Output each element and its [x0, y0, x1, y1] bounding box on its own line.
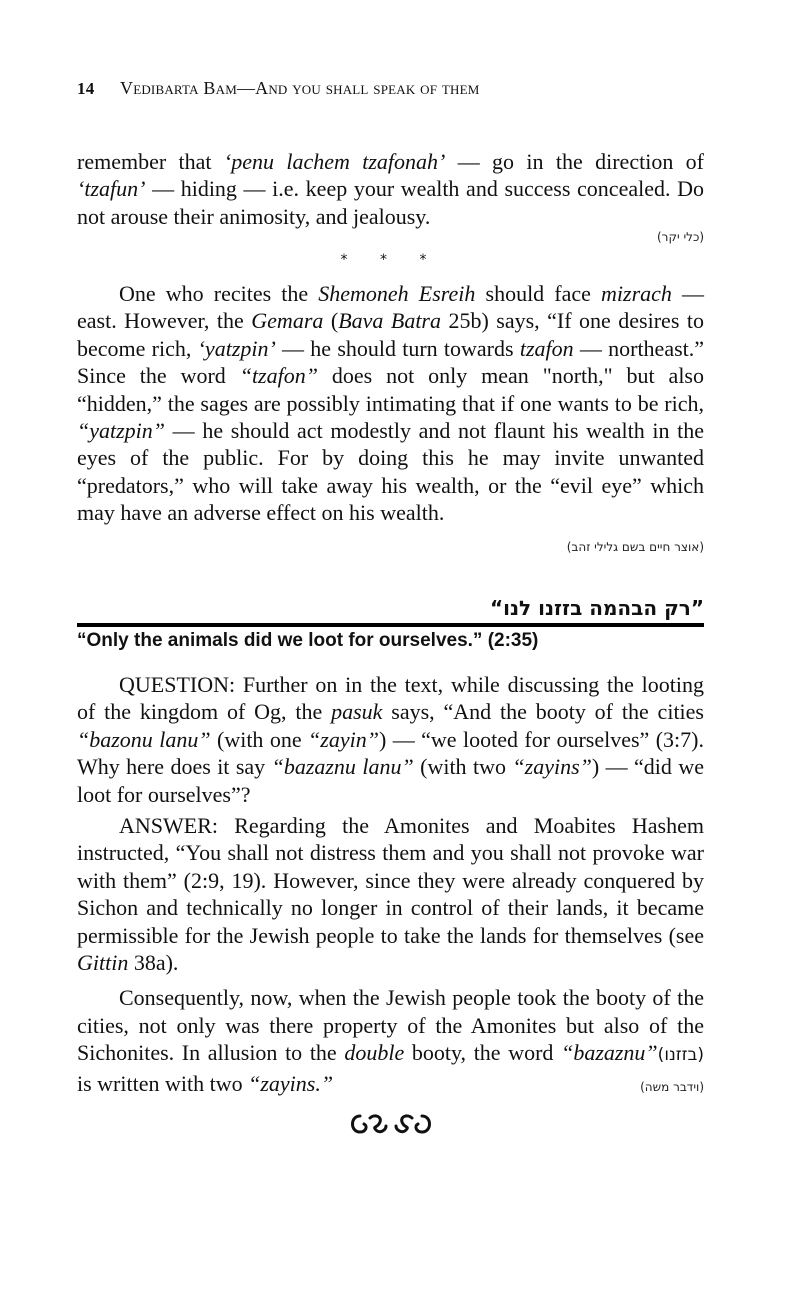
text: 38a).: [128, 950, 179, 976]
term: Shemoneh Esreih: [318, 281, 476, 306]
transliteration: ‘tzafun’: [77, 176, 146, 202]
text: — hiding — i.e. keep your wealth and success concealed. Do not arouse their animosity, and jealousy.: [77, 176, 704, 229]
text: remember that: [77, 149, 224, 174]
text: does not only mean "north," but also “hidden,” the sages are possibly intimating that if one wants to be rich,: [77, 363, 704, 416]
hebrew-word: (בזזנו): [657, 1045, 704, 1066]
section-separator: * * *: [340, 252, 441, 268]
text: Consequently, now, when the Jewish people took the booty of the cities, not only was there property of the Amonites but also of the Sichonites. In allusion to the: [77, 985, 704, 1066]
text: says, “And the booty of the cities: [382, 699, 704, 725]
term: “zayins”: [512, 754, 592, 780]
text: — northeast.” Since the word: [77, 335, 705, 389]
term: Gemara: [251, 308, 324, 334]
page-number: 14: [77, 79, 95, 98]
english-verse-title: “Only the animals did we loot for ourselves.” (2:35): [77, 630, 539, 651]
text: — go in the direction of: [445, 149, 704, 174]
text: — he should turn towards: [275, 335, 520, 361]
term: “bazaznu”: [561, 1040, 658, 1066]
term: mizrach: [601, 281, 672, 306]
consequently-paragraph: [77, 984, 704, 1097]
text: One who recites the: [119, 281, 319, 306]
source-citation: (וידבר משה): [640, 1080, 704, 1094]
running-head: [77, 78, 480, 99]
term: ‘yatzpin’: [197, 335, 276, 361]
text: (with two: [413, 754, 513, 780]
term: double: [344, 1040, 405, 1066]
text: ANSWER: Regarding the Amonites and Moabites Hashem instructed, “You shall not distress them and you shall not provoke war with them” (2:9, 19). However, since they were already conquered by Sichon and technically no longer in control of their lands, it became permissible for the Jewish people to take the lands for themselves (see: [77, 813, 704, 948]
term: “bazaznu lanu”: [271, 754, 414, 780]
term: tzafon: [519, 335, 574, 361]
hebrew-verse-title: ”רק הבהמה בזזנו לנו“: [489, 596, 704, 620]
text: booty, the word: [404, 1040, 562, 1066]
term: “bazonu lanu”: [77, 726, 211, 752]
source-citation: (כלי יקר): [657, 230, 704, 244]
text: ) — “we looted for ourselves” (3:7). Why here does it say: [77, 726, 704, 780]
section-shemoneh-esreih: [77, 280, 704, 527]
term: “zayins.”: [248, 1070, 334, 1096]
text: (: [323, 308, 339, 334]
fleuron-icon: [346, 1108, 436, 1138]
answer-paragraph: [77, 812, 704, 976]
ornament-icon: [77, 1108, 704, 1145]
text: 25b) says, “If one desires to become rich,: [77, 308, 704, 361]
question-paragraph: [77, 671, 704, 808]
transliteration: ‘penu lachem tzafonah’: [223, 149, 446, 174]
title-rule: [77, 623, 704, 627]
term: “yatzpin”: [77, 418, 166, 444]
source-citation: (אוצר חיים בשם גלילי זהב): [566, 540, 704, 554]
paragraph-continuation: [77, 148, 704, 230]
section-continuation: [77, 148, 704, 230]
term: “zayin”: [308, 726, 379, 752]
term: pasuk: [331, 699, 383, 725]
text: — east. However, the: [77, 281, 705, 334]
text: — he should act modestly and not flaunt his wealth in the eyes of the public. For by doing this he may invite unwanted “predators,” who will take away his wealth, or the “evil eye” which may have an adverse effect on his wealth.: [77, 418, 704, 526]
paragraph: [77, 280, 704, 527]
text: QUESTION: Further on in the text, while discussing the looting of the kingdom of Og, the: [77, 672, 704, 725]
term: “tzafon”: [239, 363, 318, 389]
text: ) — “did we loot for ourselves”?: [77, 754, 704, 807]
term: Bava Batra: [338, 308, 441, 334]
text: is written with two: [77, 1070, 249, 1096]
text: should face: [475, 281, 602, 306]
section-question-answer: [77, 671, 704, 1097]
term: Gittin: [77, 950, 129, 976]
text: (with one: [210, 726, 309, 752]
book-title: Vedibarta Bam—And you shall speak of them: [120, 78, 480, 98]
